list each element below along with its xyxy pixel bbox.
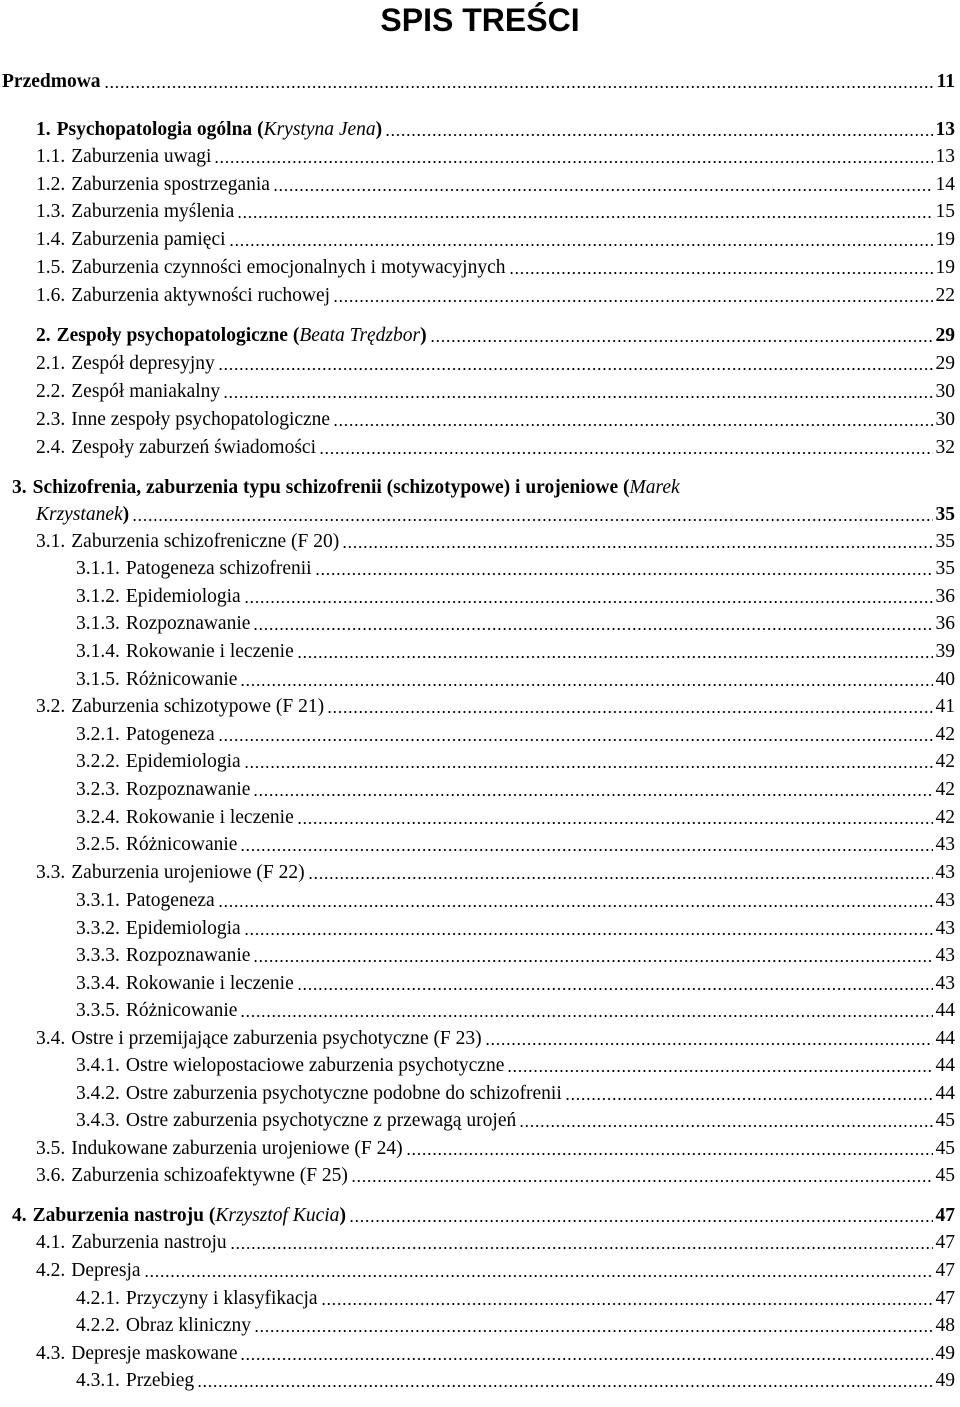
toc-entry-page: 15: [935, 201, 955, 223]
toc-entry-text: [76, 1111, 516, 1131]
toc-entry-text: [36, 202, 234, 222]
leader-dots: [507, 1057, 932, 1073]
toc-entry-page: 22: [935, 285, 955, 307]
toc-entry-text: [76, 752, 241, 772]
toc-entry-continued[interactable]: [36, 497, 955, 525]
toc-entry-page: 11: [936, 71, 955, 93]
toc-entry-number: 3.2.1.: [76, 724, 120, 746]
toc-entry-text: [36, 382, 220, 402]
toc-entry[interactable]: [76, 1048, 955, 1076]
toc-entry-number: 3.6.: [36, 1165, 66, 1187]
toc-entry[interactable]: [76, 883, 955, 911]
toc-entry[interactable]: [76, 772, 955, 800]
leader-dots: [297, 809, 933, 825]
leader-dots: [333, 411, 932, 427]
toc-entry-page: 42: [935, 807, 955, 829]
toc-entry-page: 43: [935, 834, 955, 856]
toc-entry-label: Zespół depresyjny: [71, 353, 215, 375]
toc-entry-text: [36, 438, 316, 458]
toc-entry-text: [76, 974, 294, 994]
toc-entry-page: 48: [935, 1315, 955, 1337]
toc-entry-text: [36, 175, 270, 195]
toc-entry-number: 3.2.5.: [76, 834, 120, 856]
toc-entry[interactable]: [76, 662, 955, 690]
toc-entry-text: [76, 1316, 251, 1336]
toc-entry[interactable]: [36, 194, 955, 222]
toc-entry-text: [36, 258, 506, 278]
leader-dots: [509, 259, 933, 275]
toc-entry[interactable]: [36, 250, 955, 278]
toc-entry-text: [36, 697, 324, 717]
toc-entry[interactable]: [36, 689, 955, 717]
toc-entry-label: Epidemiologia: [125, 586, 241, 608]
leader-dots: [406, 1140, 933, 1156]
toc-entry[interactable]: [76, 938, 955, 966]
toc-entry-text: [36, 230, 226, 250]
toc-entry[interactable]: [76, 1103, 955, 1131]
toc-entry-page: 13: [935, 146, 955, 168]
leader-dots: [244, 920, 933, 936]
toc-entry-page: 44: [935, 1055, 955, 1077]
toc-entry-text: [36, 1344, 237, 1364]
toc-entry-text: [76, 1001, 237, 1021]
toc-entry-page: 43: [935, 973, 955, 995]
toc-entry-number: 3.4.: [36, 1028, 66, 1050]
toc-entry[interactable]: [76, 1281, 955, 1309]
toc-entry-text: [2, 72, 101, 92]
leader-dots: [240, 1002, 932, 1018]
toc-entry-number: 1.3.: [36, 201, 66, 223]
toc-entry-text: [76, 587, 241, 607]
toc-entry[interactable]: [76, 966, 955, 994]
toc-entry-page: 43: [935, 918, 955, 940]
toc-entry-label: Ostre zaburzenia psychotyczne z przewagą urojeń: [125, 1110, 517, 1132]
toc-entry-text: [76, 1056, 504, 1076]
leader-dots: [253, 947, 932, 963]
leader-dots: [240, 671, 932, 687]
toc-entry-author: Krystyna Jena: [263, 119, 376, 141]
toc-entry[interactable]: [2, 64, 955, 92]
toc-entry-number: 3.1.: [36, 531, 66, 553]
toc-entry[interactable]: [36, 402, 955, 430]
toc-entry-number: 1.4.: [36, 229, 66, 251]
toc-entry[interactable]: [36, 1253, 955, 1281]
toc-entry-label: Rokowanie i leczenie: [125, 807, 294, 829]
toc-entry-text: [76, 559, 312, 579]
leader-dots: [237, 203, 932, 219]
toc-entry-author: Beata Trędzbor: [299, 325, 421, 347]
leader-dots: [223, 383, 932, 399]
toc-entry-label: Epidemiologia: [125, 751, 241, 773]
leader-dots: [565, 1085, 933, 1101]
toc-entry-text: [36, 354, 215, 374]
toc-entry[interactable]: [36, 1131, 955, 1159]
toc-entry-label: Zaburzenia czynności emocjonalnych i motywacyjnych: [71, 257, 506, 279]
leader-dots: [349, 1207, 933, 1223]
toc-entry-number: 3.5.: [36, 1138, 66, 1160]
toc-entry-text: [36, 1139, 403, 1159]
toc-entry-number: 3.1.4.: [76, 641, 120, 663]
toc-entry-author-first: Marek: [629, 477, 680, 499]
toc-entry-label: Schizofrenia, zaburzenia typu schizofrenii (schizotypowe) i urojeniowe: [32, 477, 619, 499]
toc-entry-label: Patogeneza: [125, 890, 215, 912]
toc-entry-text: [76, 919, 241, 939]
toc-entry[interactable]: [36, 346, 955, 374]
toc-entry[interactable]: [76, 579, 955, 607]
toc-entry-page: 49: [935, 1370, 955, 1392]
toc-entry-number: 2.1.: [36, 353, 66, 375]
toc-entry-text: [76, 946, 250, 966]
toc-entry[interactable]: [36, 139, 955, 167]
toc-entry-text: [76, 1371, 194, 1391]
toc-entry-number: 3.1.1.: [76, 558, 120, 580]
toc-entry-page: 29: [935, 353, 955, 375]
toc-entry[interactable]: [36, 318, 955, 346]
leader-dots: [144, 1262, 933, 1278]
toc-entry-label: Zaburzenia uwagi: [71, 146, 212, 168]
toc-entry-label: Zaburzenia pamięci: [71, 229, 226, 251]
toc-entry[interactable]: [36, 430, 955, 458]
page-title: SPIS TREŚCI: [380, 2, 580, 38]
leader-dots: [342, 533, 932, 549]
toc-entry-label: Obraz kliniczny: [125, 1315, 251, 1337]
toc-entry-page: 44: [935, 1000, 955, 1022]
toc-entry[interactable]: [36, 374, 955, 402]
toc-entry-label: Ostre wielopostaciowe zaburzenia psychotyczne: [125, 1055, 505, 1077]
toc-entry-label: Przebieg: [125, 1370, 195, 1392]
toc-entry-page: 41: [935, 696, 955, 718]
toc-entry-number: 3.1.5.: [76, 669, 120, 691]
toc-entry[interactable]: [36, 167, 955, 195]
toc-entry-page: 40: [935, 669, 955, 691]
toc-entry-number: 3.3.3.: [76, 945, 120, 967]
toc-entry-number: 3.1.2.: [76, 586, 120, 608]
toc-entry-number: 3.: [12, 477, 27, 499]
toc-entry-number: 3.4.3.: [76, 1110, 120, 1132]
toc-entry-page: 42: [935, 724, 955, 746]
toc-entry-number: 3.3.1.: [76, 890, 120, 912]
toc-entry-label: Rozpoznawanie: [125, 613, 251, 635]
leader-dots: [319, 439, 932, 455]
toc-entry-page: 49: [935, 1343, 955, 1365]
toc-entry-text: [36, 1166, 348, 1186]
leader-dots: [244, 588, 933, 604]
leader-dots: [385, 121, 932, 137]
toc-entry-page: 45: [935, 1110, 955, 1132]
toc-entry-page: 42: [935, 751, 955, 773]
toc-entry-label: Zaburzenia schizofreniczne (F 20): [71, 531, 340, 553]
toc-entry-text: [36, 1029, 482, 1049]
toc-entry-page: 43: [935, 890, 955, 912]
toc-entry-number: 3.4.1.: [76, 1055, 120, 1077]
toc-entry-text: [76, 670, 237, 690]
toc-entry[interactable]: [36, 1021, 955, 1049]
toc-entry-label: Rozpoznawanie: [125, 779, 251, 801]
leader-dots: [230, 1234, 933, 1250]
toc-entry-number: 3.3.2.: [76, 918, 120, 940]
toc-entry-page: 43: [935, 945, 955, 967]
leader-dots: [297, 643, 933, 659]
toc-entry-label: Zaburzenia aktywności ruchowej: [71, 285, 331, 307]
toc-entry-number: 2.: [36, 325, 51, 347]
toc-entry-page: 30: [935, 381, 955, 403]
toc-entry[interactable]: [76, 1363, 955, 1391]
toc-entry-number: 1.: [36, 119, 51, 141]
toc-entry-number: 4.2.2.: [76, 1315, 120, 1337]
toc-entry-label: Rokowanie i leczenie: [125, 641, 294, 663]
toc-entry[interactable]: [36, 1225, 955, 1253]
toc-entry-label: Zaburzenia schizotypowe (F 21): [71, 696, 325, 718]
toc-entry-label: Przyczyny i klasyfikacja: [125, 1288, 318, 1310]
toc-entry-text: [36, 286, 330, 306]
toc-entry-number: 3.2.3.: [76, 779, 120, 801]
toc-entry-label: Rozpoznawanie: [125, 945, 251, 967]
leader-dots: [240, 1345, 932, 1361]
leader-dots: [104, 73, 934, 89]
toc-entry-page: 35: [935, 504, 955, 526]
toc-entry-number: 3.3.5.: [76, 1000, 120, 1022]
leader-dots: [327, 698, 932, 714]
toc-entry-label-wrap: [36, 505, 129, 525]
toc-entry-label: Zaburzenia myślenia: [71, 201, 235, 223]
toc-entry[interactable]: [36, 524, 955, 552]
toc-entry-page: 35: [935, 531, 955, 553]
toc-entry-number: 3.2.2.: [76, 751, 120, 773]
toc-entry-label: Epidemiologia: [125, 918, 241, 940]
toc-entry-label: Indukowane zaburzenia urojeniowe (F 24): [71, 1138, 403, 1160]
toc-entry-page: 29: [935, 325, 955, 347]
toc-entry-page: 42: [935, 779, 955, 801]
open-paren: (: [204, 1205, 216, 1227]
toc-entry-text: [76, 1289, 318, 1309]
toc-entry-number: 1.5.: [36, 257, 66, 279]
close-paren: ): [375, 119, 383, 141]
leader-dots: [197, 1372, 932, 1388]
toc-entry-text: [36, 532, 339, 552]
toc-entry-label: Ostre i przemijające zaburzenia psychotyczne (F 23): [71, 1028, 482, 1050]
toc-entry-page: 32: [935, 437, 955, 459]
toc-entry[interactable]: [36, 222, 955, 250]
leader-dots: [253, 615, 932, 631]
leader-dots: [240, 836, 932, 852]
leader-dots: [273, 176, 933, 192]
toc-entry[interactable]: [36, 112, 955, 140]
toc-entry-label: Zaburzenia nastroju: [71, 1232, 227, 1254]
close-paren: ): [122, 504, 130, 526]
toc-entry-number: 4.2.: [36, 1260, 66, 1282]
toc-entry-text: [76, 891, 215, 911]
toc-entry-text: [36, 120, 382, 140]
toc-entry-label: Ostre zaburzenia psychotyczne podobne do schizofrenii: [125, 1083, 562, 1105]
leader-dots: [308, 864, 933, 880]
close-paren: ): [339, 1205, 346, 1227]
toc-entry-label: Zespół maniakalny: [71, 381, 221, 403]
toc-entry[interactable]: [12, 470, 680, 498]
leader-dots: [244, 753, 933, 769]
toc-entry-number: 3.2.4.: [76, 807, 120, 829]
toc-entry-text: [76, 614, 250, 634]
toc-entry-text: [36, 1261, 141, 1281]
toc-entry-text: [36, 1233, 227, 1253]
toc-entry[interactable]: [36, 1158, 955, 1186]
toc-entry-number: 2.3.: [36, 409, 66, 431]
leader-dots: [333, 287, 932, 303]
toc-entry[interactable]: [36, 1336, 955, 1364]
toc-entry-page: 36: [935, 613, 955, 635]
toc-entry[interactable]: [36, 855, 955, 883]
toc-entry-text: [76, 835, 237, 855]
toc-entry-page: 43: [935, 862, 955, 884]
toc-entry-page: 19: [935, 229, 955, 251]
toc-entry-number: 1.2.: [36, 174, 66, 196]
toc-entry-page: 44: [935, 1028, 955, 1050]
toc-entry-number: 4.3.: [36, 1343, 66, 1365]
toc-entry-number: 1.1.: [36, 146, 66, 168]
toc-entry-number: 3.1.3.: [76, 613, 120, 635]
toc-entry[interactable]: [76, 993, 955, 1021]
toc-entry-number: 3.3.4.: [76, 973, 120, 995]
toc-entry[interactable]: [76, 1308, 955, 1336]
leader-dots: [253, 781, 932, 797]
toc-entry-page: 13: [935, 119, 955, 141]
leader-dots: [321, 1290, 933, 1306]
leader-dots: [485, 1030, 933, 1046]
toc-entry-page: 45: [935, 1138, 955, 1160]
toc-entry-page: 45: [935, 1165, 955, 1187]
toc-entry[interactable]: [12, 1198, 955, 1226]
toc-entry-number: 2.2.: [36, 381, 66, 403]
toc-entry-text: [76, 725, 215, 745]
close-paren: ): [420, 325, 427, 347]
open-paren: (: [287, 325, 300, 347]
toc-entry-number: 4.3.1.: [76, 1370, 120, 1392]
toc-entry-number: 3.2.: [36, 696, 66, 718]
toc-entry-label: Depresja: [71, 1260, 141, 1282]
toc-entry-text: [76, 1084, 562, 1104]
toc-entry-text: [76, 642, 294, 662]
toc-entry-author-rest: Krzystanek: [36, 504, 123, 526]
toc-entry-text: [36, 326, 427, 346]
toc-entry[interactable]: [76, 827, 955, 855]
toc-entry-label: Zaburzenia spostrzegania: [71, 174, 270, 196]
leader-dots: [351, 1167, 933, 1183]
toc-entry-label: Różnicowanie: [125, 834, 238, 856]
leader-dots: [214, 148, 932, 164]
toc-entry[interactable]: [76, 800, 955, 828]
toc-entry-page: 44: [935, 1083, 955, 1105]
toc-entry-label: Różnicowanie: [125, 1000, 238, 1022]
toc-entry-text: [36, 147, 211, 167]
toc-entry[interactable]: [76, 717, 955, 745]
toc-entry-label: Zespoły zaburzeń świadomości: [71, 437, 317, 459]
toc-entry-label: Patogeneza schizofrenii: [125, 558, 312, 580]
toc-entry-page: 47: [935, 1232, 955, 1254]
toc-entry-page: 47: [935, 1205, 955, 1227]
toc-entry[interactable]: [36, 278, 955, 306]
open-paren: (: [618, 477, 630, 499]
toc-entry-page: 36: [935, 586, 955, 608]
toc-entry-page: 30: [935, 409, 955, 431]
leader-dots: [430, 327, 933, 343]
toc-entry-text: [36, 863, 305, 883]
toc-entry[interactable]: [76, 1076, 955, 1104]
toc-entry-page: 14: [935, 174, 955, 196]
toc-entry-label: Zaburzenia nastroju: [32, 1205, 204, 1227]
toc-entry-page: 47: [935, 1260, 955, 1282]
leader-dots: [132, 506, 932, 522]
toc-entry-page: 35: [935, 558, 955, 580]
open-paren: (: [252, 119, 264, 141]
toc-entry-page: 19: [935, 257, 955, 279]
toc-entry-number: 3.4.2.: [76, 1083, 120, 1105]
toc-entry-label: Zespoły psychopatologiczne: [56, 325, 288, 347]
toc-entry-page: 39: [935, 641, 955, 663]
toc-entry-page: 47: [935, 1288, 955, 1310]
toc-entry-number: 4.: [12, 1205, 27, 1227]
toc-entry-label: Psychopatologia ogólna: [56, 119, 253, 141]
toc-entry-label: Zaburzenia urojeniowe (F 22): [71, 862, 305, 884]
toc-entry[interactable]: [76, 744, 955, 772]
leader-dots: [254, 1317, 933, 1333]
toc-entry-label: Przedmowa: [2, 71, 101, 93]
toc-entry[interactable]: [76, 551, 955, 579]
toc-entry-number: 4.2.1.: [76, 1288, 120, 1310]
toc-entry-text: [36, 410, 330, 430]
toc-entry[interactable]: [76, 606, 955, 634]
toc-entry-label: Różnicowanie: [125, 669, 238, 691]
toc-entry-label: Rokowanie i leczenie: [125, 973, 294, 995]
leader-dots: [297, 975, 933, 991]
toc-entry-number: 2.4.: [36, 437, 66, 459]
leader-dots: [315, 560, 933, 576]
toc-entry-label: Patogeneza: [125, 724, 215, 746]
leader-dots: [519, 1112, 932, 1128]
toc-entry[interactable]: [76, 634, 955, 662]
toc-entry-text: [76, 808, 294, 828]
toc-entry-author: Krzysztof Kucia: [215, 1205, 340, 1227]
toc-entry[interactable]: [76, 911, 955, 939]
toc-entry-text: [76, 780, 250, 800]
toc-entry-number: 1.6.: [36, 285, 66, 307]
leader-dots: [218, 726, 933, 742]
toc-entry-number: 4.1.: [36, 1232, 66, 1254]
toc-entry-number: 3.3.: [36, 862, 66, 884]
toc-entry-text: [12, 1206, 346, 1226]
leader-dots: [218, 355, 933, 371]
toc-entry-label: Zaburzenia schizoafektywne (F 25): [71, 1165, 348, 1187]
leader-dots: [218, 892, 933, 908]
toc-entry-label: Inne zespoły psychopatologiczne: [71, 409, 331, 431]
toc-entry-label: Depresje maskowane: [71, 1343, 238, 1365]
leader-dots: [229, 231, 933, 247]
